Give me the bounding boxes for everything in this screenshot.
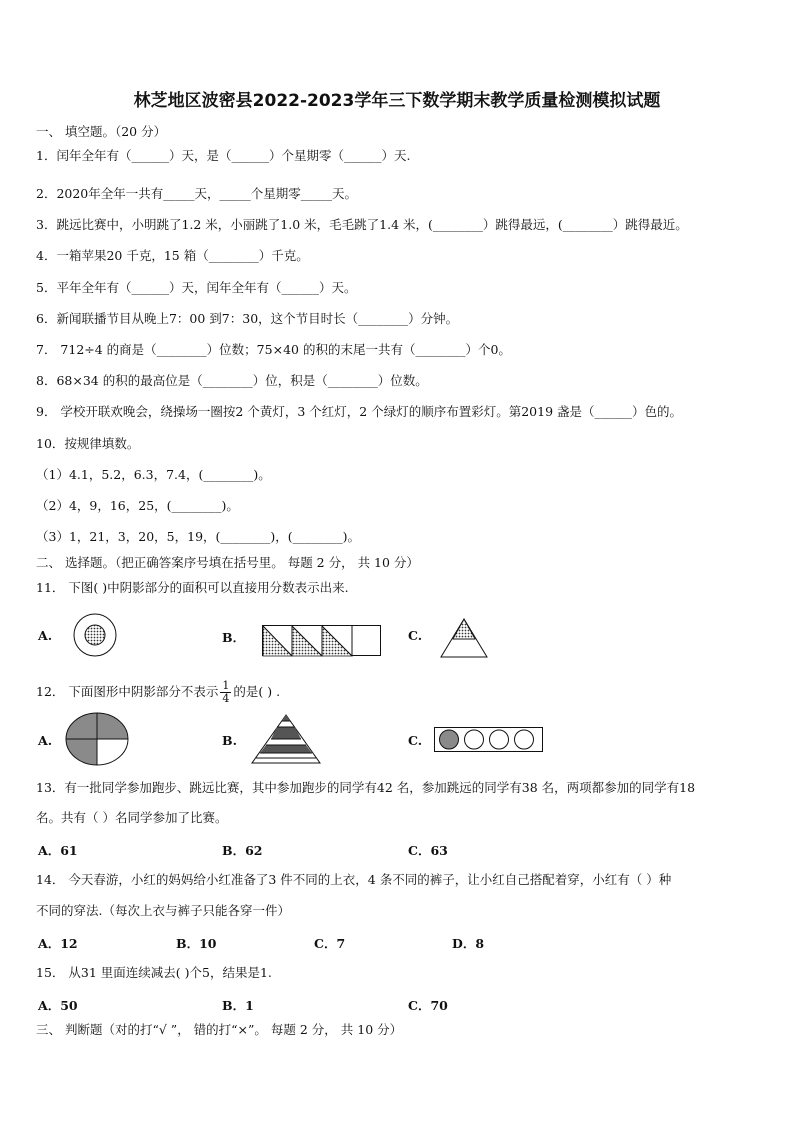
q11-figure-a-circles bbox=[72, 612, 118, 658]
q11-figure-c-triangle bbox=[440, 617, 488, 659]
question-12 bbox=[36, 680, 280, 705]
q15-option-a: A．50 bbox=[38, 998, 78, 1013]
q11-option-a-label: A. bbox=[38, 628, 53, 643]
question-8: 8．68×34 的积的最高位是（________）位，积是（________）位数。 bbox=[36, 373, 428, 388]
fraction-one-quarter bbox=[220, 680, 231, 705]
question-1: 1．闰年全年有（______）天，是（______）个星期零（______）天. bbox=[36, 148, 411, 163]
q12-figure-b-striped-triangle bbox=[250, 713, 322, 765]
question-6: 6．新闻联播节目从晚上7：00 到7：30，这个节目时长（________）分钟。 bbox=[36, 311, 459, 326]
q12-figure-c-circles-row bbox=[434, 727, 544, 753]
q13-option-a: A．61 bbox=[38, 843, 78, 858]
question-10-2: （2）4，9，16，25，(________)。 bbox=[36, 498, 239, 513]
question-5: 5．平年全年有（______）天，闰年全年有（______）天。 bbox=[36, 280, 357, 295]
q11-option-b-label: B． bbox=[222, 630, 246, 645]
question-13-line1: 13．有一批同学参加跑步、跳远比赛，其中参加跑步的同学有42 名，参加跳远的同学有38 名，两项都参加的同学有18 bbox=[36, 780, 696, 795]
q14-option-a: A．12 bbox=[38, 936, 78, 951]
section-1-heading: 一、 填空题。（20 分） bbox=[36, 124, 167, 139]
question-15: 15． 从31 里面连续减去( )个5，结果是1. bbox=[36, 965, 272, 980]
q14-option-d: D．8 bbox=[452, 936, 485, 951]
question-12-suffix: 的是( ) . bbox=[233, 684, 281, 699]
question-14-line2: 不同的穿法.（每次上衣与裤子只能各穿一件） bbox=[36, 903, 290, 918]
question-9: 9． 学校开联欢晚会，绕操场一圈按2 个黄灯，3 个红灯，2 个绿灯的顺序布置彩灯。第2019 盏是（______）色的。 bbox=[36, 404, 682, 419]
section-2-heading: 二、 选择题。（把正确答案序号填在括号里。 每题 2 分， 共 10 分） bbox=[36, 555, 419, 570]
exam-title: 林芝地区波密县2022-2023学年三下数学期末教学质量检测模拟试题 bbox=[133, 91, 661, 111]
q11-option-c-label: C. bbox=[408, 628, 423, 643]
fraction-numerator: 1 bbox=[222, 679, 230, 692]
question-7: 7． 712÷4 的商是（________）位数；75×40 的积的末尾一共有（________）个0。 bbox=[36, 342, 511, 357]
q12-option-a-label: A. bbox=[38, 733, 53, 748]
q13-option-b: B．62 bbox=[222, 843, 263, 858]
q12-option-b-label: B. bbox=[222, 733, 237, 748]
q14-option-c: C．7 bbox=[314, 936, 346, 951]
question-2: 2．2020年全年一共有_____天，_____个星期零_____天。 bbox=[36, 186, 358, 201]
question-10: 10．按规律填数。 bbox=[36, 436, 140, 451]
question-10-1: （1）4.1，5.2，6.3，7.4，(________)。 bbox=[36, 467, 271, 482]
q11-figure-b-rectangles bbox=[262, 625, 382, 657]
q12-figure-a-ellipse bbox=[64, 711, 130, 767]
question-3: 3．跳远比赛中，小明跳了1.2 米，小丽跳了1.0 米，毛毛跳了1.4 米，(________）跳得最远，(________）跳得最近。 bbox=[36, 217, 688, 232]
q13-option-c: C．63 bbox=[408, 843, 448, 858]
section-3-heading: 三、 判断题（对的打“√ ”， 错的打“×”。 每题 2 分， 共 10 分） bbox=[36, 1022, 403, 1037]
question-13-line2: 名。共有（ ）名同学参加了比赛。 bbox=[36, 810, 228, 825]
q12-option-c-label: C. bbox=[408, 733, 423, 748]
question-12-prefix: 12． 下面图形中阴影部分不表示 bbox=[36, 684, 219, 699]
question-11: 11． 下图( )中阴影部分的面积可以直接用分数表示出来. bbox=[36, 580, 349, 595]
question-4: 4．一箱苹果20 千克，15 箱（________）千克。 bbox=[36, 248, 309, 263]
fraction-denominator: 4 bbox=[222, 692, 230, 705]
question-10-3: （3）1，21，3，20，5，19，(________)，(________)。 bbox=[36, 529, 361, 544]
q15-option-c: C．70 bbox=[408, 998, 448, 1013]
question-14-line1: 14． 今天春游，小红的妈妈给小红准备了3 件不同的上衣，4 条不同的裤子，让小红自己搭配着穿，小红有（ ）种 bbox=[36, 872, 672, 887]
q15-option-b: B．1 bbox=[222, 998, 254, 1013]
q14-option-b: B．10 bbox=[176, 936, 217, 951]
